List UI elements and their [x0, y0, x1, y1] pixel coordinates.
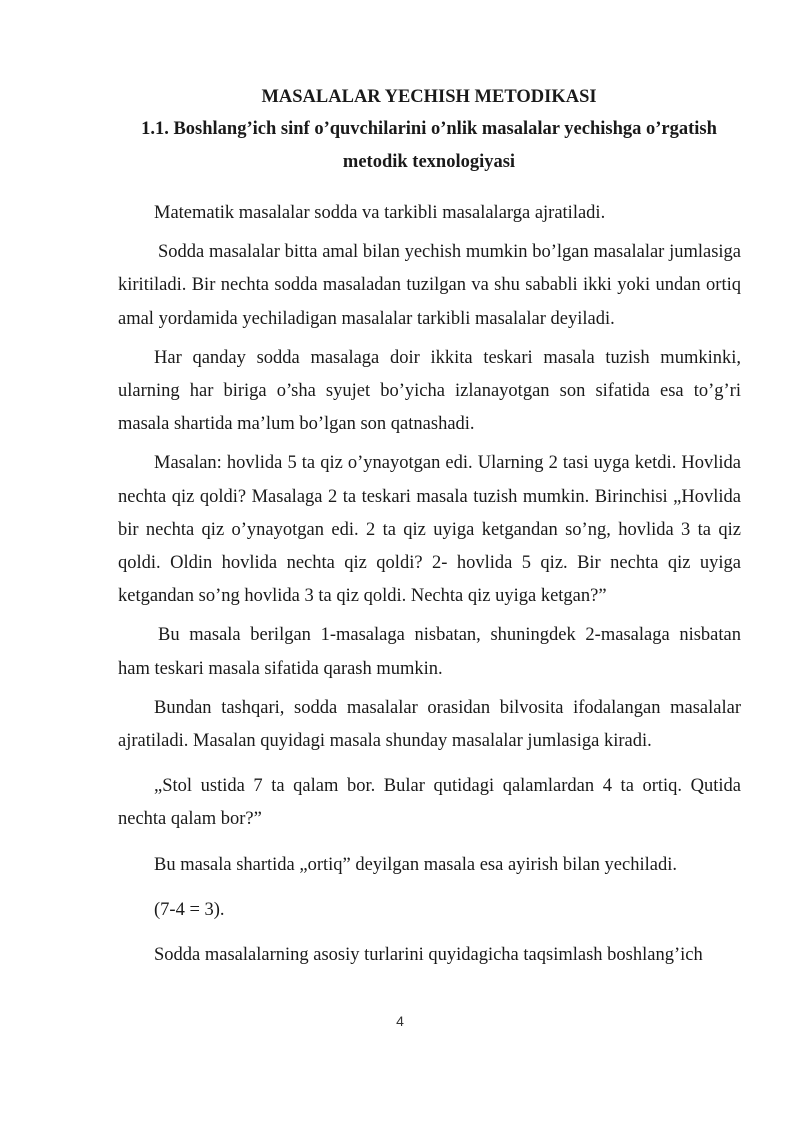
paragraph: Matematik masalalar sodda va tarkibli masalalarga ajratiladi. — [154, 203, 606, 223]
paragraph: Har qanday sodda masalaga doir ikkita teskari masala tuzish mumkinki, ularning har biriga o’sha syujet bo’yicha izlanayotgan son sifatida esa to’g’ri masala shartida ma’lum bo’lgan son qatnashadi. — [118, 347, 741, 435]
paragraph: Bu masala shartida „ortiq” deyilgan masala esa ayirish bilan yechiladi. — [154, 854, 677, 875]
document-body — [118, 197, 741, 972]
page-number: 4 — [396, 1013, 404, 1029]
page-title: MASALALAR YECHISH METODIKASI — [261, 87, 597, 107]
paragraph: „Stol ustida 7 ta qalam bor. Bular qutidagi qalamlardan 4 ta ortiq. Qutida nechta qalam bor?” — [118, 776, 741, 830]
equation: (7-4 = 3). — [154, 899, 225, 920]
paragraph: Sodda masalalarning asosiy turlarini quyidagicha taqsimlash boshlang’ich — [154, 945, 703, 966]
paragraph: Bu masala berilgan 1-masalaga nisbatan, shuningdek 2-masalaga nisbatan ham teskari masala sifatida qarash mumkin. — [118, 625, 741, 679]
paragraph: Masalan: hovlida 5 ta qiz o’ynayotgan edi. Ularning 2 tasi uyga ketdi. Hovlida nechta qiz qoldi? Masalaga 2 ta teskari masala tuzish mumkin. Birinchisi „Hovlida bir nechta qiz o’ynayotgan edi. 2 ta qiz uyiga ketgandan so’ng, hovlida 3 ta qiz qoldi. Oldin hovlida nechta qiz qoldi? 2- hovlida 5 qiz. Bir nechta qiz uyiga ketgandan so’ng hovlida 3 ta qiz qoldi. Nechta qiz uyiga ketgan?” — [118, 453, 741, 607]
paragraph: Bundan tashqari, sodda masalalar orasidan bilvosita ifodalangan masalalar ajratiladi. Masalan quyidagi masala shunday masalalar jumlasiga kiradi. — [118, 697, 741, 752]
section-heading: 1.1. Boshlang’ich sinf o’quvchilarini o’nlik masalalar yechishga o’rgatish metodik texnologiyasi — [141, 119, 717, 172]
paragraph: Sodda masalalar bitta amal bilan yechish mumkin bo’lgan masalalar jumlasiga kiritiladi. Bir nechta sodda masaladan tuzilgan va shu sababli ikki yoki undan ortiq amal yordamida yechiladigan masalalar tarkibli masalalar deyiladi. — [118, 242, 741, 329]
